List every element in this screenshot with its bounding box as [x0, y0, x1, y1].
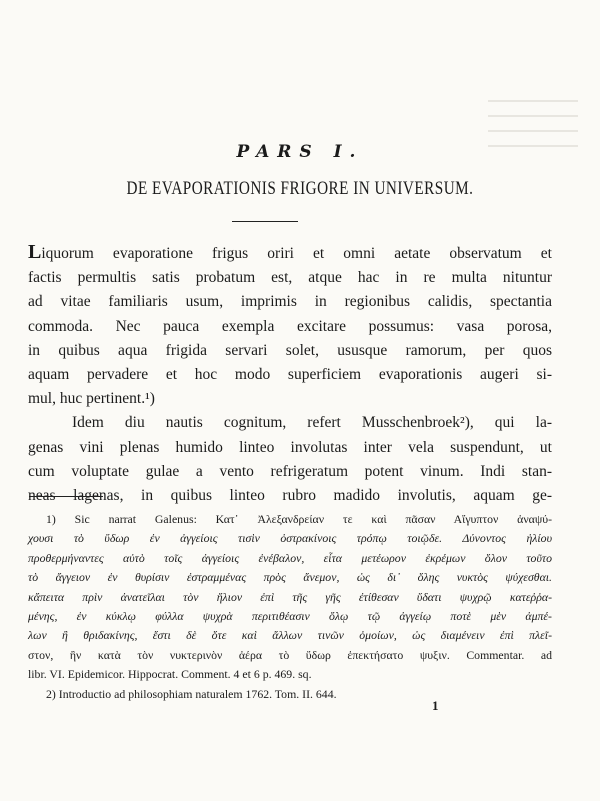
body-line: factis permultis satis probatum est, atque hac in re multa nituntur [28, 269, 552, 287]
footnotes [28, 510, 552, 704]
part-heading: PARS I. [236, 142, 364, 162]
body-text [28, 240, 552, 508]
footnote-1-line: 1) Sic narrat Galenus: Κατ᾽ Ἀλεξανδρείαν τε καὶ πᾶσαν Αἴγυπτον ἀναψύ- [46, 512, 552, 526]
body-line: Idem diu nautis cognitum, refert Musschenbroek²), qui la- [72, 414, 552, 432]
footnote-1-line: στον, ἣν κατὰ τὸν νυκτερινὸν ἀέρα τὸ ὕδωρ ἐπεκτήσατο ψυξιν. Commentar. ad [28, 647, 552, 662]
section-title: DE EVAPORATIONIS FRIGORE IN UNIVERSUM. [126, 178, 474, 199]
footnote-1-line: μένης, ἐν κύκλῳ φύλλα ψυχρὰ περιτιθέασιν ὅλῳ τῷ ἀγγείῳ ποτὲ μὲν ἀμπέ- [28, 609, 552, 624]
body-line: Liquorum evaporatione frigus oriri et omni aetate observatum et [28, 241, 552, 263]
body-line: in quibus aqua frigida servari solet, ususque ramorum, per quos [28, 341, 552, 359]
footnote-1-line: libr. VI. Epidemicor. Hippocrat. Comment. 4 et 6 p. 469. sq. [28, 667, 312, 682]
body-line: mul, huc pertinent.¹) [28, 390, 155, 408]
footnote-rule [29, 496, 103, 497]
body-line: neas lagenas, in quibus linteo rubro madido involutis, aquam ge- [28, 487, 552, 505]
page-number: 1 [432, 698, 439, 713]
body-line: cum voluptate gulae a vento refrigeratum potent vinum. Indi stan- [28, 462, 552, 480]
body-line: genas vini plenas humido linteo involutas inter vela suspendunt, ut [28, 438, 552, 456]
footnote-2: 2) Introductio ad philosophiam naturalem 1762. Tom. II. 644. [46, 686, 337, 701]
footnote-1-line: τὸ ἄγγειον ἐν θυρίσιν ἐστραμμένας πρὸς ἄνεμον, ὡς δι᾽ ὅλης νυκτὸς ψύχεσθαι. [28, 570, 552, 585]
body-line: ad vitae familiaris usum, imprimis in regionibus calidis, spectantia [28, 293, 552, 311]
body-line: aquam pervadere et hoc modo superficiem evaporationis augeri si- [28, 366, 552, 384]
body-line: commoda. Nec pauca exempla excitare possumus: vasa porosa, [28, 317, 552, 335]
title-rule [232, 221, 298, 222]
footnote-1-line: προθερμήναντες αὐτὸ τοῖς ἀγγείοις ἐνέβαλον, εἶτα μετέωρον ἐκρέμων ὅλον τοῦτο [28, 550, 552, 565]
drop-cap: L [28, 241, 42, 263]
footnote-1-line: λων ἢ θριδακίνης, ἔστι δὲ ὅτε καὶ ἄλλων τινῶν ὁμοίων, ὡς διαμένειν ἐπὶ πλεῖ- [28, 628, 552, 643]
footnote-1-line: χουσι τὸ ὕδωρ ἐν ἀγγείοις τισὶν ὀστρακίνοις τρόπῳ τοιῷδε. Δύνοντος ἡλίου [28, 531, 552, 546]
footnote-1-line: κἄπειτα πρὶν ἀνατεῖλαι τὸν ἥλιον ἐπὶ τῆς γῆς ἐτίθεσαν ὕδατι ψυχρῷ κατεῤῥα- [28, 589, 552, 604]
